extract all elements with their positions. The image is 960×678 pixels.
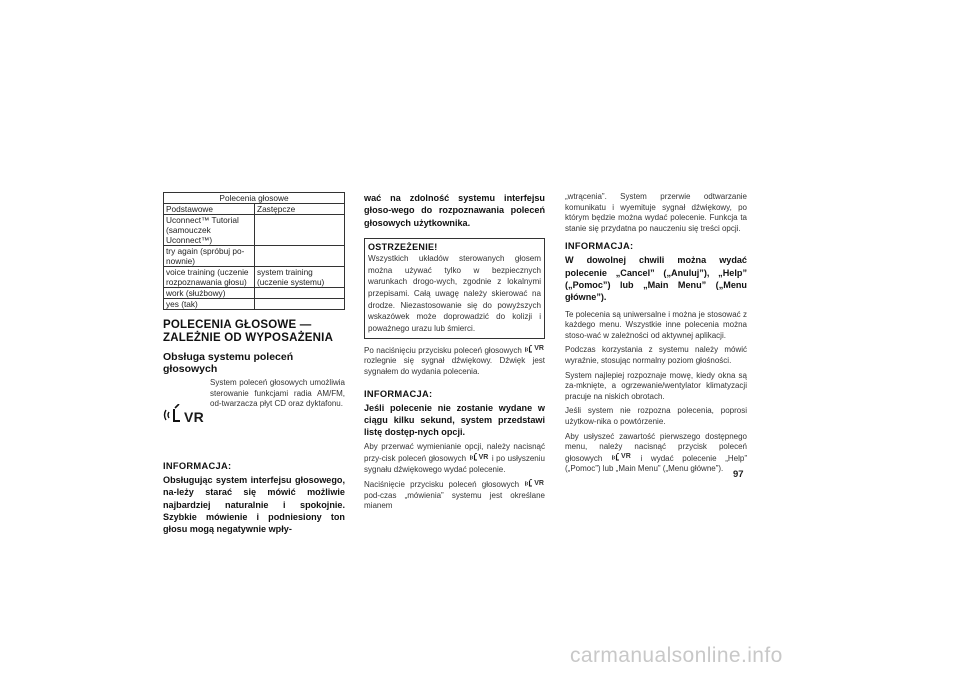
table-header-alternate: Zastępcze xyxy=(255,204,345,215)
voice-command-icon: VR xyxy=(470,453,489,462)
table-row xyxy=(164,299,345,310)
paragraph-beep: Po naciśnięciu przycisku poleceń głosowych VR rozlegnie się sygnał dźwiękowy. Dźwięk jest sygnałem do wydania polecenia. xyxy=(364,345,545,376)
watermark: carmanualsonline.info xyxy=(570,644,783,667)
table-cell: try again (spróbuj po-nownie) xyxy=(164,246,255,267)
section-title: POLECENIA GŁOSOWE — ZALEŻNIE OD WYPOSAŻENIA xyxy=(163,319,334,344)
column-right xyxy=(565,192,747,479)
table-row xyxy=(164,267,345,288)
table-caption: Polecenia głosowe xyxy=(164,193,345,204)
paragraph-universal: Te polecenia są uniwersalne i można je stosować z każdego menu. Wszystkie inne polecenia można stoso-wać w zależności od aktywnej aplikacji. xyxy=(565,309,747,340)
table-cell: system training (uczenie systemu) xyxy=(255,267,345,288)
table-cell: voice training (uczenie rozpoznawania głosu) xyxy=(164,267,255,288)
intro-paragraph: System poleceń głosowych umożliwia sterowanie funkcjami radia AM/FM, od-twarzacza płyt CD oraz dyktafonu. xyxy=(210,378,345,409)
info-text: W dowolnej chwili można wydać polecenie „Cancel” („Anuluj”), „Help” („Pomoc”) lub „Main Menu” („Menu główne”). xyxy=(565,255,747,303)
subsection-title: Obsługa systemu poleceń głosowych xyxy=(163,351,294,375)
paragraph-interrupt: Aby przerwać wymienianie opcji, należy nacisnąć przy-cisk poleceń głosowych VR i po usłyszeniu sygnału dźwiękowego wydać polecenie. xyxy=(364,442,545,474)
paragraph-barge-in-cont: „wtrącenia”. System przerwie odtwarzanie komunikatu i wyemituje sygnał dźwiękowy, po którym będzie można wydać polecenie. Funkcja ta stanie się przydatna po nauczeniu się treści opcji. xyxy=(565,192,747,233)
warning-box xyxy=(364,238,545,339)
table-cell xyxy=(255,299,345,310)
table-row xyxy=(164,215,345,246)
voice-commands-table xyxy=(163,192,345,310)
table-row xyxy=(164,288,345,299)
table-cell: Uconnect™ Tutorial (samouczek Uconnect™) xyxy=(164,215,255,246)
warning-text: Wszystkich układów sterowanych głosem można używać tylko w bezpiecznych warunkach drogo-wych, zgodnie z lokalnymi przepisami. Całą uwagę należy skierować na drodze. Niezastosowanie się do powyższych wskazówek może doprowadzić do kolizji i poważnego urazu lub śmierci. xyxy=(368,253,541,334)
warning-heading: OSTRZEŻENIE! xyxy=(368,241,438,252)
info-text: Obsługując system interfejsu głosowego, na-leży starać się mówić możliwie najbardziej naturalnie i spokojnie. Szybkie mówienie i podniesiony ton głosu mogą negatywnie wpły- xyxy=(163,475,345,535)
info-heading: INFORMACJA: xyxy=(364,388,433,399)
voice-command-icon: VR xyxy=(525,479,544,488)
paragraph-windows: System najlepiej rozpoznaje mowę, kiedy okna są za-mknięte, a ogrzewanie/wentylator klimatyzacji pracuje na niskich obrotach. xyxy=(565,370,747,401)
paragraph-repeat: Jeśli system nie rozpozna polecenia, poprosi użytkow-nika o powtórzenie. xyxy=(565,406,747,426)
paragraph-barge-in: Naciśnięcie przycisku poleceń głosowych VR pod-czas „mówienia” systemu jest określane mianem xyxy=(364,479,545,511)
table-cell xyxy=(255,288,345,299)
table-header-primary: Podstawowe xyxy=(164,204,255,215)
table-cell: yes (tak) xyxy=(164,299,255,310)
paragraph-help: Aby usłyszeć zawartość pierwszego dostępnego menu, należy nacisnąć przycisk poleceń głosowych VR i wydać polecenie „Help” („Pomoc”) lub „Main Menu” („Menu główne”). xyxy=(565,431,747,474)
voice-command-icon: VR xyxy=(612,453,631,462)
table-row xyxy=(164,246,345,267)
info-heading: INFORMACJA: xyxy=(565,241,634,252)
info-text: Jeśli polecenie nie zostanie wydane w ciągu kilku sekund, system przedstawi listę dostęp-nych opcji. xyxy=(364,402,545,438)
table-cell xyxy=(255,246,345,267)
vr-icon-label: VR xyxy=(184,409,205,425)
column-middle xyxy=(364,192,545,516)
table-cell: work (służbowy) xyxy=(164,288,255,299)
paragraph-speak-clearly: Podczas korzystania z systemu należy mówić wyraźnie, stosując normalny poziom głośności. xyxy=(565,345,747,365)
voice-command-icon: VR xyxy=(525,345,544,354)
table-header-row xyxy=(164,204,345,215)
table-cell xyxy=(255,215,345,246)
info-heading: INFORMACJA: xyxy=(163,461,232,471)
continued-info-text: wać na zdolność systemu interfejsu głoso-wego do rozpoznawania poleceń głosowych użytkownika. xyxy=(364,193,545,228)
column-left xyxy=(163,192,345,535)
page-number: 97 xyxy=(733,469,744,480)
vr-intro-block xyxy=(163,378,345,450)
